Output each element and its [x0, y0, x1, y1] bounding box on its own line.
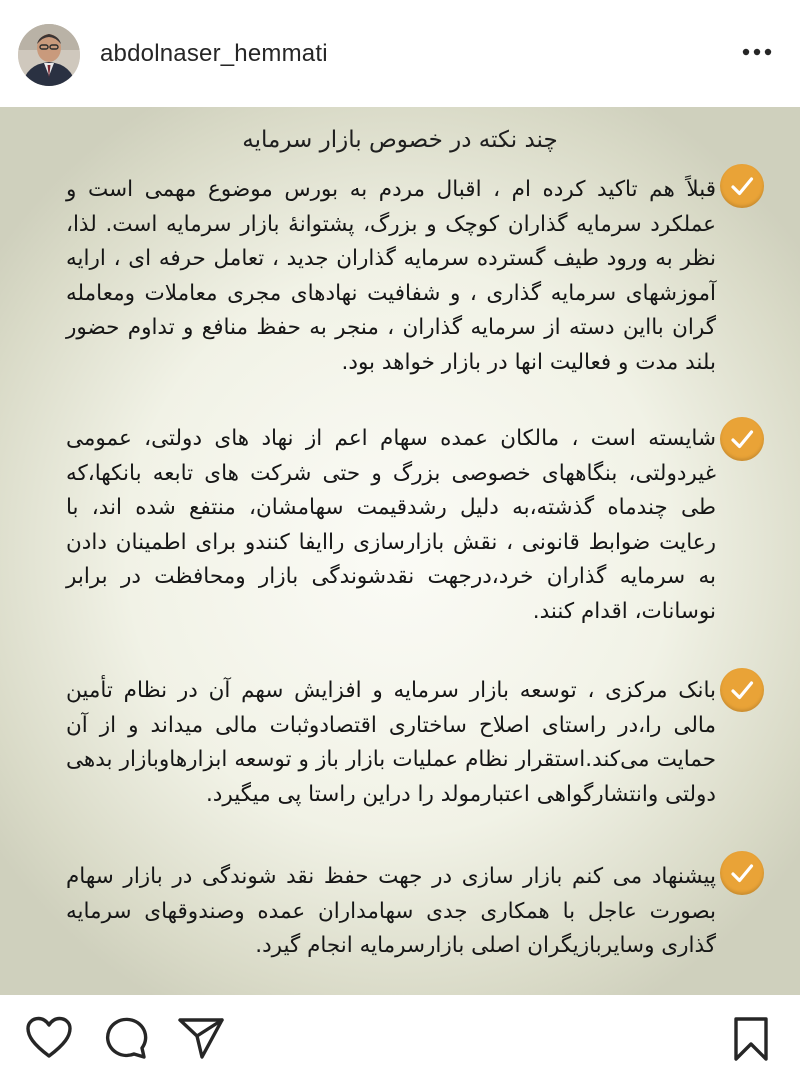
username[interactable]: abdolnaser_hemmati	[100, 40, 328, 67]
paragraph-1: قبلاً هم تاکید کرده ام ، اقبال مردم به بورس موضوع مهمی است و عملکرد سرمایه گذاران کوچک و بزرگ، پشتوانهٔ بازار سرمایه است. لذا، نظر به ورود طیف گسترده سرمایه گذاران جدید ، تعامل حرفه ای ، ارایه آموزشهای سرمایه گذاری ، و شفافیت نهادهای مجری معاملات ومعامله گران بااین دسته از سرمایه گذاران ، منجر به حفظ منافع و تداوم حضور بلند مدت و فعالیت انها در بازار خواهد بود.	[66, 177, 716, 375]
comment-icon[interactable]	[101, 1015, 149, 1065]
post-header	[0, 0, 800, 105]
checkmark-icon	[720, 417, 764, 461]
profile-photo	[18, 24, 80, 86]
post-title: چند نکته در خصوص بازار سرمایه	[242, 127, 558, 153]
checkmark-icon	[720, 164, 764, 208]
paragraph-3: بانک مرکزی ، توسعه بازار سرمایه و افزایش سهم آن در نظام تأمین مالی را،در راستای اصلاح ساختاری اقتصادوثبات مالی میداند و از آن حمایت می‌کند.استقرار نظام عملیات بازار باز و توسعه ابزارهاوبازار بدهی دولتی وانتشارگواهی اعتبارمولد را دراین راستا پی میگیرد.	[66, 678, 716, 807]
heart-icon[interactable]	[24, 1015, 74, 1065]
more-horizontal-icon[interactable]	[740, 44, 774, 58]
checkmark-icon	[720, 668, 764, 712]
action-bar	[0, 995, 800, 1082]
paragraph-2: شایسته است ، مالکان عمده سهام اعم از نهاد های دولتی، عمومی غیردولتی، بنگاههای خصوصی بزرگ و حتی شرکت های تابعه بانکها،که طی چندماه گذشته،به دلیل رشدقیمت سهامشان، منتفع شده اند، با رعایت ضوابط قانونی ، نقش بازارسازی راایفا کنندو برای اطمینان دادن به سرمایه گذاران خرد،درجهت نقدشوندگی بازار ومحافظت در برابر نوسانات، اقدام کنند.	[66, 426, 716, 624]
avatar[interactable]	[18, 24, 80, 86]
bookmark-icon[interactable]	[729, 1015, 773, 1067]
post-image[interactable]	[0, 107, 800, 995]
checkmark-icon	[720, 851, 764, 895]
send-icon[interactable]	[176, 1015, 226, 1065]
paragraph-4: پیشنهاد می کنم بازار سازی در جهت حفظ نقد شوندگی در بازار سهام بصورت عاجل با همکاری جدی سهامداران عمده وصندوقهای سرمایه گذاری وسایربازیگران اصلی بازارسرمایه انجام گیرد.	[66, 864, 716, 958]
